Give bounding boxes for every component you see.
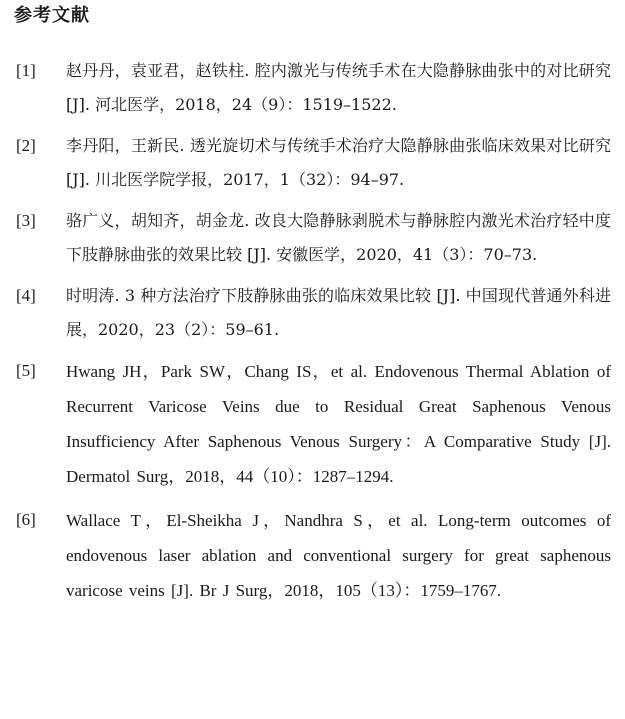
- reference-text: 赵丹丹，袁亚君，赵铁柱. 腔内激光与传统手术在大隐静脉曲张中的对比研究 [J]. 河北医学，2018，24（9）：1519–1522.: [66, 61, 611, 114]
- reference-number: [3]: [16, 211, 36, 230]
- section-title: 参考文献: [14, 5, 90, 26]
- reference-item: [0, 204, 625, 272]
- reference-item: [0, 354, 625, 494]
- reference-text: Wallace T，El-Sheikha J，Nandhra S，et al. Long-term outcomes of endovenous laser ablation and conventional surgery for great saphenous varicose veins [J]. Br J Surg，2018，105（13）：1759–1767.: [66, 511, 611, 600]
- reference-number: [6]: [16, 510, 36, 529]
- reference-number: [4]: [16, 286, 36, 305]
- reference-item: [0, 129, 625, 197]
- reference-text: 李丹阳，王新民. 透光旋切术与传统手术治疗大隐静脉曲张临床效果对比研究 [J]. 川北医学院学报，2017，1（32）：94–97.: [66, 136, 611, 189]
- reference-item: [0, 503, 625, 608]
- reference-item: [0, 54, 625, 122]
- reference-number: [2]: [16, 136, 36, 155]
- reference-text: 骆广义，胡知齐，胡金龙. 改良大隐静脉剥脱术与静脉腔内激光术治疗轻中度下肢静脉曲张的效果比较 [J]. 安徽医学，2020，41（3）：70–73.: [66, 211, 611, 264]
- reference-text: Hwang JH，Park SW，Chang IS，et al. Endovenous Thermal Ablation of Recurrent Varicose Veins due to Residual Great Saphenous Venous Insufficiency After Saphenous Venous Surgery：A Comparative Study [J]. Dermatol Surg，2018，44（10）：1287–1294.: [66, 362, 611, 486]
- reference-text: 时明涛. 3 种方法治疗下肢静脉曲张的临床效果比较 [J]. 中国现代普通外科进展，2020，23（2）：59–61.: [66, 286, 611, 339]
- reference-number: [1]: [16, 61, 36, 80]
- reference-list: [0, 54, 625, 617]
- reference-number: [5]: [16, 361, 36, 380]
- reference-item: [0, 279, 625, 347]
